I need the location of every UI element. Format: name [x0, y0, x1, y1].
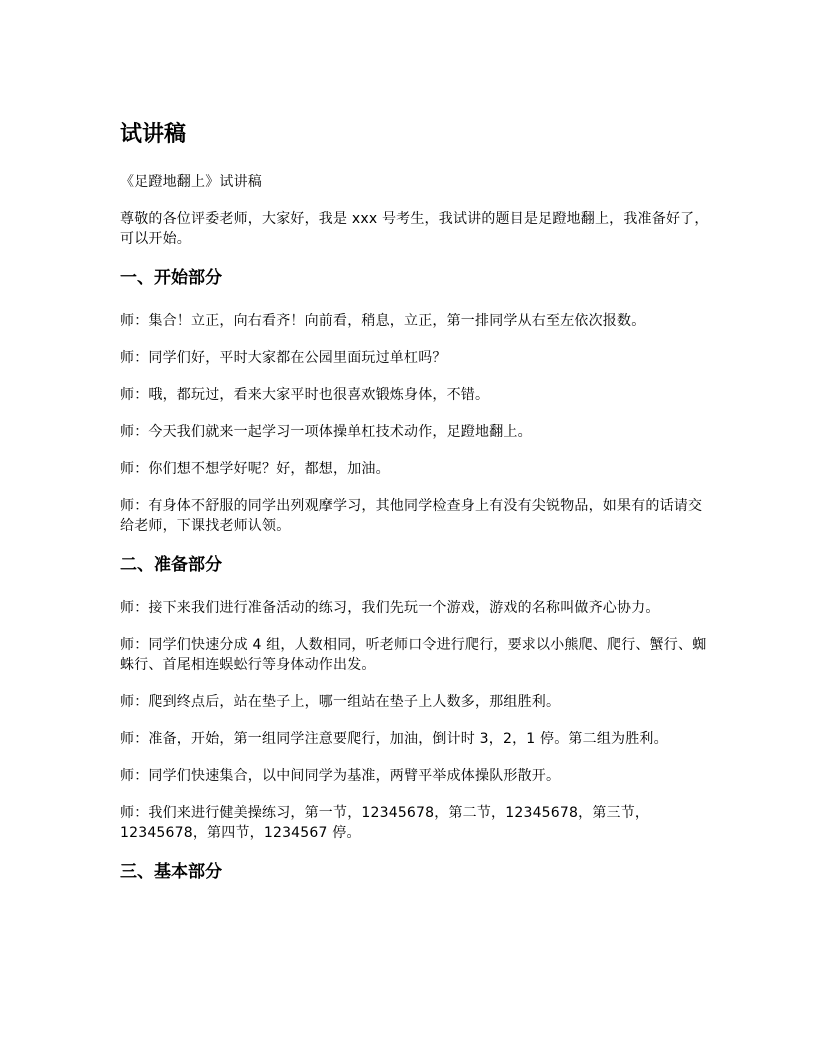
section-heading: 三、基本部分 [120, 862, 222, 882]
paragraph: 师：准备，开始，第一组同学注意要爬行，加油，倒计时 3，2，1 停。第二组为胜利。 [120, 731, 668, 747]
document-title: 试讲稿 [120, 122, 187, 147]
paragraph: 师：爬到终点后，站在垫子上，哪一组站在垫子上人数多，那组胜利。 [120, 694, 561, 710]
section-basic [120, 860, 710, 884]
paragraph: 师：今天我们就来一起学习一项体操单杠技术动作，足蹬地翻上。 [120, 424, 532, 440]
paragraph: 师：哦，都玩过，看来大家平时也很喜欢锻炼身体，不错。 [120, 387, 490, 403]
document-page [120, 120, 710, 905]
paragraph: 师：你们想不想学好呢？好，都想，加油。 [120, 461, 390, 477]
section-heading: 一、开始部分 [120, 268, 222, 288]
paragraph: 师：接下来我们进行准备活动的练习，我们先玩一个游戏，游戏的名称叫做齐心协力。 [120, 600, 660, 616]
paragraph: 师：集合！立正，向右看齐！向前看，稍息，立正，第一排同学从右至左依次报数。 [120, 313, 646, 329]
intro-paragraph: 尊敬的各位评委老师，大家好，我是 xxx 号考生，我试讲的题目是足蹬地翻上，我准备好了，可以开始。 [120, 211, 709, 247]
paragraph: 师：我们来进行健美操练习，第一节，12345678，第二节，12345678，第三节，12345678，第四节，1234567 停。 [120, 805, 650, 841]
paragraph: 师：同学们好，平时大家都在公园里面玩过单杠吗？ [120, 350, 447, 366]
section-preparation [120, 553, 710, 843]
section-start [120, 266, 710, 536]
section-heading: 二、准备部分 [120, 555, 222, 575]
paragraph: 师：有身体不舒服的同学出列观摩学习，其他同学检查身上有没有尖锐物品，如果有的话请交给老师，下课找老师认领。 [120, 498, 703, 534]
paragraph: 师：同学们快速分成 4 组，人数相同，听老师口令进行爬行，要求以小熊爬、爬行、蟹行、蜘蛛行、首尾相连蜈蚣行等身体动作出发。 [120, 637, 707, 673]
paragraph: 师：同学们快速集合，以中间同学为基准，两臂平举成体操队形散开。 [120, 768, 561, 784]
document-subtitle: 《足蹬地翻上》试讲稿 [120, 174, 262, 190]
